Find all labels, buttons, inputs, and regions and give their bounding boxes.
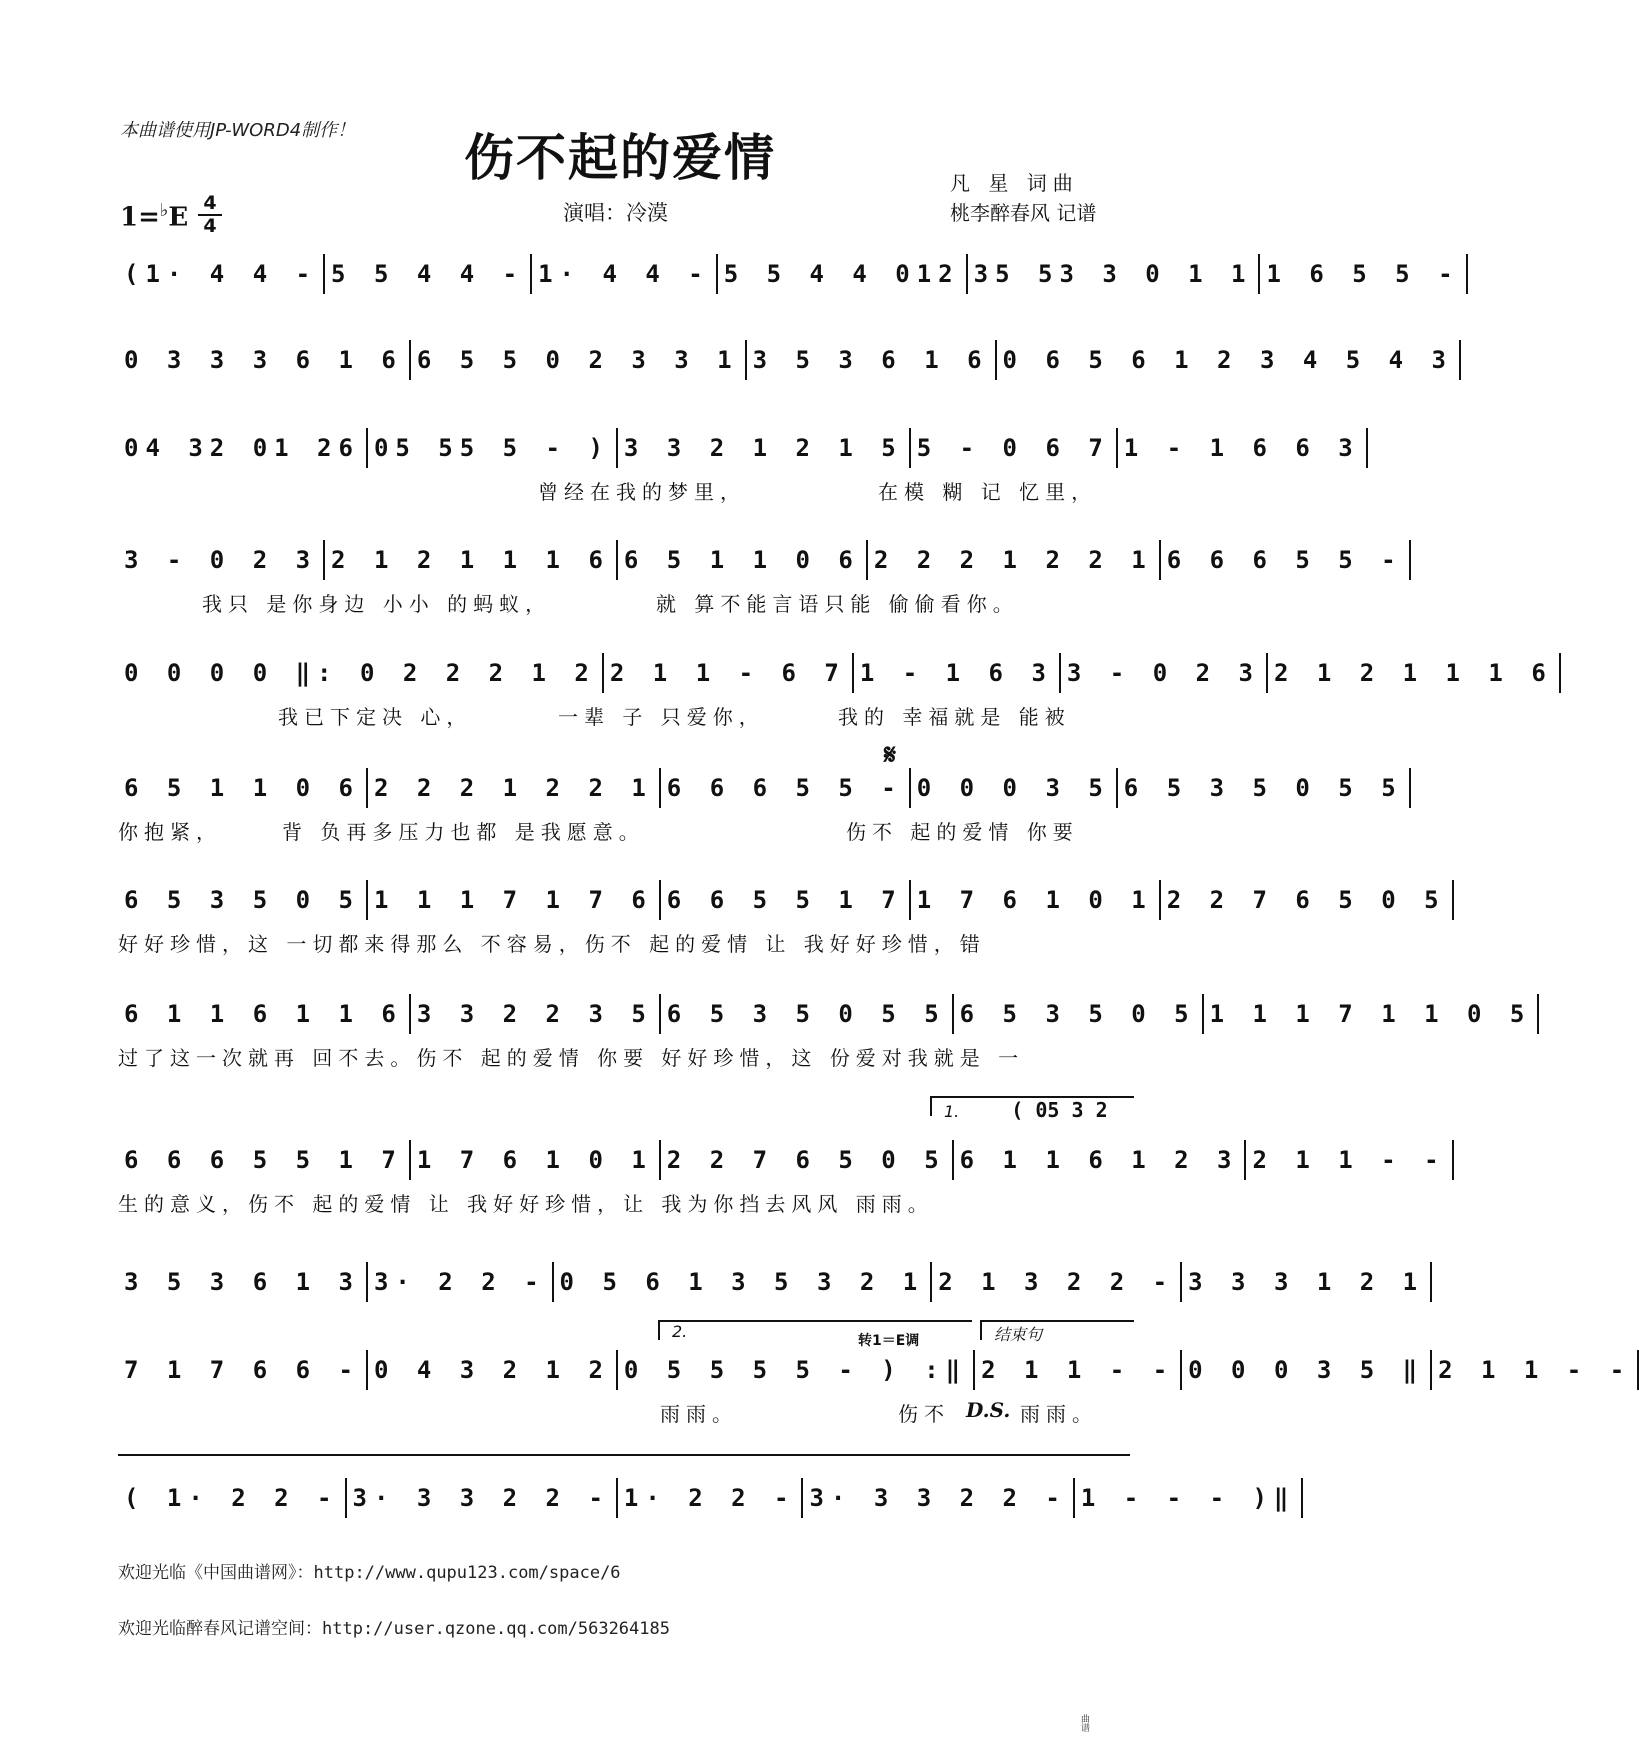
key-note: E <box>168 202 189 233</box>
measure <box>118 1140 411 1180</box>
volta-label: 1. <box>944 1102 960 1121</box>
measure-notes: (1· 4 4 - <box>124 260 318 288</box>
measure-notes: 3 3 2 2 3 5 <box>416 1000 653 1028</box>
notes-row <box>118 428 1360 468</box>
measure-notes: 3 5 3 6 1 3 <box>124 1268 360 1296</box>
measure-notes: 0 0 0 0 ‖: 0 2 2 2 1 2 <box>124 659 596 687</box>
notes-row <box>118 880 1446 920</box>
key-signature <box>120 200 188 233</box>
measure <box>932 1262 1182 1302</box>
measure-notes: 0 4 3 2 1 2 <box>373 1356 610 1384</box>
key-prefix: 1= <box>120 202 160 233</box>
lyric-segment: 我只 是你身边 小小 的蚂蚁， <box>202 592 552 616</box>
measure-notes: 5 - 0 6 7 <box>916 434 1110 462</box>
ending-label: 结束句 <box>980 1320 1134 1340</box>
score-system <box>118 738 1403 850</box>
measure-notes: 1 - 1 6 6 3 <box>1123 434 1360 462</box>
measure <box>118 1350 368 1390</box>
time-bottom: 4 <box>203 215 217 237</box>
measure <box>1061 653 1268 693</box>
measure <box>1260 254 1467 294</box>
ending-bracket-line <box>118 1454 1130 1456</box>
time-top: 4 <box>203 192 217 214</box>
lyric-segment: 一辈 子 只爱你， <box>558 705 765 729</box>
volta-notes: ( 05 3 2 <box>999 1098 1108 1122</box>
measure <box>997 340 1461 380</box>
corner-mark: 曲谱 <box>1079 1714 1089 1732</box>
measure-notes: ( 1· 2 2 - <box>124 1484 339 1512</box>
notes-row <box>118 1478 1296 1518</box>
measure <box>911 428 1118 468</box>
measure-notes: 6 1 1 6 1 1 6 <box>124 1000 403 1028</box>
measure <box>411 1140 661 1180</box>
measure-notes: 3· 2 2 - <box>373 1268 546 1296</box>
measure-notes: 1 - 1 6 3 <box>859 659 1053 687</box>
measure-notes: 1 - - - )‖ <box>1080 1484 1296 1512</box>
score-system <box>118 880 1446 962</box>
measure <box>554 1262 933 1302</box>
measure-notes: 2 1 2 1 1 1 6 <box>1273 659 1553 687</box>
measure <box>118 340 411 380</box>
lyric-segment: 伤不 <box>898 1402 950 1426</box>
score-system <box>118 653 1553 735</box>
measure <box>618 428 911 468</box>
key-flat: ♭ <box>159 200 169 221</box>
measure-notes: 2 1 1 - - <box>981 1356 1175 1384</box>
measure <box>911 880 1161 920</box>
measure <box>118 1478 347 1518</box>
measure-notes: 04 32 01 26 <box>124 434 360 462</box>
measure <box>325 540 618 580</box>
measure-notes: 6 5 1 1 0 6 <box>623 546 860 574</box>
lyric-segment: 过了这一次就再 回不去。伤不 起的爱情 你要 好好珍惜，这 份爱对我就是 一 <box>118 1046 1025 1070</box>
measure <box>118 540 325 580</box>
measure <box>1204 994 1540 1034</box>
measure <box>1161 880 1454 920</box>
notes-row <box>118 994 1532 1034</box>
measure-notes: 2 1 1 - - <box>1252 1146 1446 1174</box>
notes-row <box>118 540 1403 580</box>
measure <box>1118 428 1368 468</box>
measure <box>911 768 1118 808</box>
measure-notes: 3· 3 3 2 2 - <box>809 1484 1067 1512</box>
lyrics-row <box>118 1042 1130 1076</box>
notes-row <box>118 768 1403 808</box>
lyrics-row <box>118 1398 1130 1432</box>
footer-link-qzone: 欢迎光临醉春风记谱空间：http://user.qzone.qq.com/563264185 <box>118 1619 670 1639</box>
measure-notes: 3· 3 3 2 2 - <box>352 1484 610 1512</box>
song-title: 伤不起的爱情 <box>464 128 776 187</box>
measure-notes: 3 3 2 1 2 1 5 <box>623 434 903 462</box>
measure <box>747 340 997 380</box>
measure-notes: 0 6 5 6 1 2 3 4 5 4 3 <box>1002 346 1453 374</box>
measure-notes: 6 6 6 5 5 - <box>1166 546 1403 574</box>
lyric-segment: 背 负再多压力也都 是我愿意。 <box>282 820 645 844</box>
measure-notes: 6 6 6 5 5 1 7 <box>124 1146 403 1174</box>
measure-notes: 7 1 7 6 6 - <box>124 1356 360 1384</box>
measure-notes: 6 1 1 6 1 2 3 <box>959 1146 1239 1174</box>
transcriber-credit: 桃李醉春风 记谱 <box>950 201 1097 225</box>
lyrics-row <box>118 1188 1130 1222</box>
measure <box>411 994 661 1034</box>
measure <box>118 994 411 1034</box>
measure-notes: 35 53 3 0 1 1 <box>973 260 1253 288</box>
notes-row <box>118 1140 1446 1180</box>
measure <box>868 540 1161 580</box>
notes-row <box>118 1262 1425 1302</box>
measure <box>661 768 911 808</box>
measure-notes: 2 2 2 1 2 2 1 <box>873 546 1153 574</box>
measure-notes: 3 - 0 2 3 <box>124 546 318 574</box>
measure <box>604 653 854 693</box>
score-system <box>118 1322 1632 1432</box>
measure <box>118 1262 368 1302</box>
measure <box>661 1140 954 1180</box>
score-system <box>118 540 1403 622</box>
measure-notes: 3 3 3 1 2 1 <box>1188 1268 1425 1296</box>
measure <box>532 254 718 294</box>
measure-notes: 6 5 3 5 0 5 <box>124 886 360 914</box>
measure-notes: 5 5 4 4 - <box>331 260 525 288</box>
lyric-segment: 雨雨。 <box>1020 1402 1098 1426</box>
measure <box>368 428 618 468</box>
measure-notes: 05 55 5 - ) <box>373 434 610 462</box>
measure-notes: 0 5 5 5 5 - ) :‖ <box>623 1356 968 1384</box>
measure-notes: 1 1 1 7 1 7 6 <box>373 886 653 914</box>
composer-credit: 凡 星 词曲 <box>950 171 1079 195</box>
measure-notes: 0 3 3 3 6 1 6 <box>124 346 403 374</box>
volta-first-ending <box>930 1096 1134 1122</box>
lyrics-row <box>118 928 1130 962</box>
measure-notes: 3 5 3 6 1 6 <box>752 346 989 374</box>
measure <box>118 768 368 808</box>
measure <box>118 254 325 294</box>
lyrics-row <box>118 588 1130 622</box>
segno-sign: 𝄋 <box>884 738 897 771</box>
measure <box>803 1478 1074 1518</box>
time-signature <box>198 194 222 236</box>
lyric-segment: 我已下定决 心， <box>278 705 473 729</box>
measure <box>368 880 661 920</box>
measure <box>118 428 368 468</box>
score-system <box>118 1478 1296 1518</box>
measure <box>618 1350 975 1390</box>
measure-notes: 0 5 6 1 3 5 3 2 1 <box>559 1268 925 1296</box>
measure <box>1246 1140 1453 1180</box>
measure <box>954 994 1204 1034</box>
measure <box>1268 653 1561 693</box>
lyrics-row <box>118 701 1130 735</box>
measure <box>368 1262 554 1302</box>
notes-row <box>118 254 1460 294</box>
singer-credit: 演唱：冷漠 <box>563 201 668 225</box>
score-system <box>118 994 1532 1076</box>
measure-notes: 1 6 5 5 - <box>1266 260 1460 288</box>
measure <box>661 994 954 1034</box>
measure <box>368 768 661 808</box>
lyric-segment: 雨雨。 <box>660 1402 738 1426</box>
measure-notes: 2 1 1 - 6 7 <box>609 659 846 687</box>
measure <box>1432 1350 1639 1390</box>
measure <box>118 880 368 920</box>
measure <box>368 1350 618 1390</box>
measure-notes: 2 1 1 - - <box>1438 1356 1632 1384</box>
measure-notes: 6 6 5 5 1 7 <box>666 886 903 914</box>
lyric-segment: 伤不 起的爱情 你要 <box>846 820 1079 844</box>
measure <box>618 540 868 580</box>
measure-notes: 0 0 0 3 5 ‖ <box>1188 1356 1425 1384</box>
score-system <box>118 254 1460 294</box>
lyric-segment: 曾经在我的梦里， <box>538 480 746 504</box>
notes-row <box>118 340 1453 380</box>
measure-notes: 1· 2 2 - <box>623 1484 796 1512</box>
measure <box>661 880 911 920</box>
lyrics-row <box>118 816 1130 850</box>
measure-notes: 6 5 3 5 0 5 5 <box>666 1000 946 1028</box>
measure-notes: 6 6 6 5 5 - <box>666 774 903 802</box>
measure-notes: 1 7 6 1 0 1 <box>416 1146 653 1174</box>
lyric-segment: D.S. <box>966 1398 1011 1422</box>
measure <box>954 1140 1247 1180</box>
footer-link-qupu: 欢迎光临《中国曲谱网》：http://www.qupu123.com/space/6 <box>118 1563 621 1583</box>
measure <box>618 1478 804 1518</box>
measure-notes: 2 1 3 2 2 - <box>938 1268 1175 1296</box>
measure <box>1161 540 1411 580</box>
score-system <box>118 1098 1446 1222</box>
modulation-note: 转1＝E调 <box>858 1333 920 1349</box>
measure <box>411 340 747 380</box>
measure-notes: 2 2 2 1 2 2 1 <box>373 774 653 802</box>
measure-notes: 6 5 3 5 0 5 <box>959 1000 1196 1028</box>
measure <box>975 1350 1182 1390</box>
measure-notes: 6 5 3 5 0 5 5 <box>1123 774 1403 802</box>
score-system <box>118 340 1453 380</box>
measure <box>1118 768 1411 808</box>
measure <box>718 254 968 294</box>
score-system <box>118 1262 1425 1302</box>
measure <box>968 254 1261 294</box>
volta-second-ending: 2. <box>658 1320 972 1340</box>
lyric-segment: 好好珍惜，这 一切都来得那么 不容易，伤不 起的爱情 让 我好好珍惜，错 <box>118 932 986 956</box>
lyric-segment: 在模 糊 记 忆里， <box>878 480 1098 504</box>
measure-notes: 2 1 2 1 1 1 6 <box>331 546 610 574</box>
measure-notes: 6 5 1 1 0 6 <box>124 774 360 802</box>
measure <box>347 1478 618 1518</box>
measure-notes: 3 - 0 2 3 <box>1066 659 1260 687</box>
measure <box>854 653 1061 693</box>
score-system <box>118 428 1360 510</box>
lyric-segment: 你抱紧， <box>118 820 222 844</box>
measure <box>1075 1478 1304 1518</box>
measure <box>118 653 604 693</box>
measure-notes: 6 5 5 0 2 3 3 1 <box>416 346 739 374</box>
lyrics-row <box>118 476 1130 510</box>
measure-notes: 2 2 7 6 5 0 5 <box>1166 886 1446 914</box>
measure <box>1182 1262 1432 1302</box>
measure-notes: 0 0 0 3 5 <box>916 774 1110 802</box>
measure-notes: 1· 4 4 - <box>538 260 710 288</box>
notes-row <box>118 653 1553 693</box>
measure-notes: 1 7 6 1 0 1 <box>916 886 1153 914</box>
measure <box>325 254 532 294</box>
measure-notes: 2 2 7 6 5 0 5 <box>666 1146 946 1174</box>
lyric-segment: 生的意义，伤不 起的爱情 让 我好好珍惜，让 我为你挡去风风 雨雨。 <box>118 1192 934 1216</box>
measure-notes: 1 1 1 7 1 1 0 5 <box>1209 1000 1532 1028</box>
measure-notes: 5 5 4 4 012 <box>723 260 960 288</box>
measure <box>1182 1350 1432 1390</box>
lyric-segment: 就 算不能言语只能 偷偷看你。 <box>656 592 1019 616</box>
notes-row <box>118 1350 1632 1390</box>
software-credit: 本曲谱使用JP-WORD4制作！ <box>120 120 356 141</box>
lyric-segment: 我的 幸福就是 能被 <box>838 705 1071 729</box>
